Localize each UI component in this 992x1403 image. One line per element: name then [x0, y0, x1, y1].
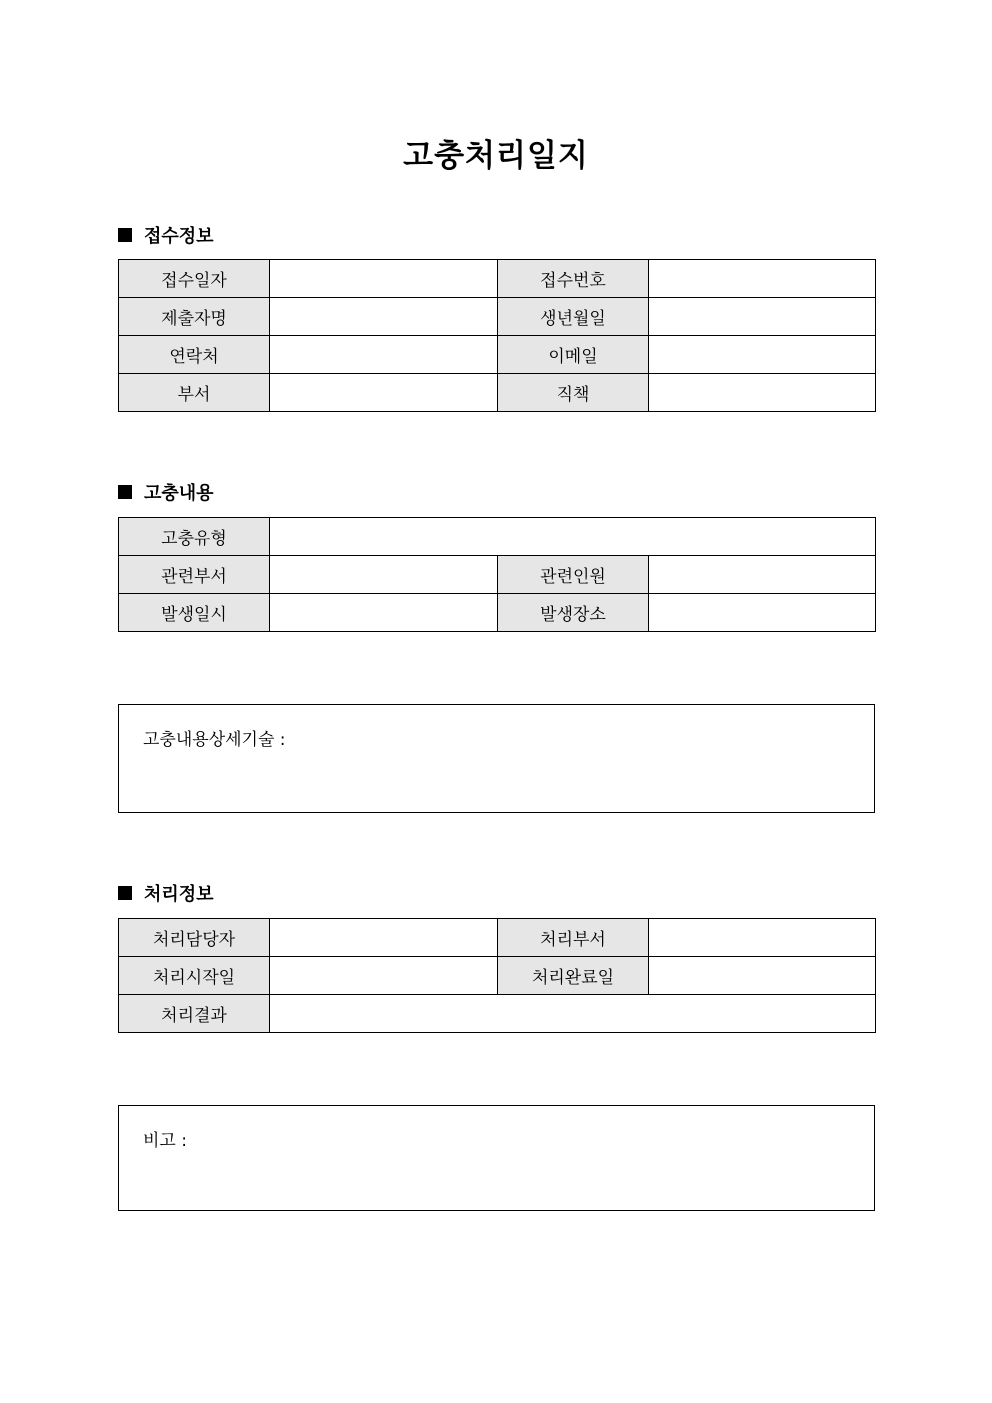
table-row [119, 518, 876, 556]
square-bullet-icon [118, 485, 132, 499]
email-label: 이메일 [498, 336, 649, 374]
square-bullet-icon [118, 886, 132, 900]
related-department-label: 관련부서 [119, 556, 270, 594]
department-field[interactable] [270, 374, 498, 412]
table-row [119, 260, 876, 298]
section-heading-complaint [118, 479, 214, 505]
related-persons-field[interactable] [649, 556, 876, 594]
complaint-type-label: 고충유형 [119, 518, 270, 556]
receipt-date-label: 접수일자 [119, 260, 270, 298]
occurrence-datetime-label: 발생일시 [119, 594, 270, 632]
table-row [119, 298, 876, 336]
birth-date-label: 생년월일 [498, 298, 649, 336]
position-field[interactable] [649, 374, 876, 412]
table-row [119, 957, 876, 995]
occurrence-place-label: 발생장소 [498, 594, 649, 632]
contact-field[interactable] [270, 336, 498, 374]
processing-table [118, 918, 876, 1033]
receipt-number-field[interactable] [649, 260, 876, 298]
complaint-detail-label: 고충내용상세기술 : [143, 730, 286, 750]
complaint-detail-box[interactable] [118, 704, 875, 813]
birth-date-field[interactable] [649, 298, 876, 336]
section-heading-intake-label: 접수정보 [144, 226, 214, 247]
section-heading-processing [118, 880, 214, 906]
processing-start-label: 처리시작일 [119, 957, 270, 995]
receipt-date-field[interactable] [270, 260, 498, 298]
table-row [119, 336, 876, 374]
table-row [119, 995, 876, 1033]
processing-result-field[interactable] [270, 995, 876, 1033]
department-label: 부서 [119, 374, 270, 412]
table-row [119, 374, 876, 412]
submitter-name-label: 제출자명 [119, 298, 270, 336]
remarks-label: 비고 : [143, 1131, 187, 1151]
occurrence-place-field[interactable] [649, 594, 876, 632]
processing-end-field[interactable] [649, 957, 876, 995]
related-persons-label: 관련인원 [498, 556, 649, 594]
processing-end-label: 처리완료일 [498, 957, 649, 995]
handler-label: 처리담당자 [119, 919, 270, 957]
processing-result-label: 처리결과 [119, 995, 270, 1033]
section-heading-processing-label: 처리정보 [144, 884, 214, 905]
document-title: 고충처리일지 [403, 138, 589, 174]
intake-table [118, 259, 876, 412]
position-label: 직책 [498, 374, 649, 412]
processing-department-field[interactable] [649, 919, 876, 957]
submitter-name-field[interactable] [270, 298, 498, 336]
complaint-table [118, 517, 876, 632]
email-field[interactable] [649, 336, 876, 374]
complaint-type-field[interactable] [270, 518, 876, 556]
section-heading-complaint-label: 고충내용 [144, 483, 214, 504]
processing-department-label: 처리부서 [498, 919, 649, 957]
remarks-box[interactable] [118, 1105, 875, 1211]
occurrence-datetime-field[interactable] [270, 594, 498, 632]
table-row [119, 594, 876, 632]
processing-start-field[interactable] [270, 957, 498, 995]
contact-label: 연락처 [119, 336, 270, 374]
related-department-field[interactable] [270, 556, 498, 594]
section-heading-intake [118, 222, 214, 248]
receipt-number-label: 접수번호 [498, 260, 649, 298]
table-row [119, 919, 876, 957]
square-bullet-icon [118, 228, 132, 242]
table-row [119, 556, 876, 594]
handler-field[interactable] [270, 919, 498, 957]
